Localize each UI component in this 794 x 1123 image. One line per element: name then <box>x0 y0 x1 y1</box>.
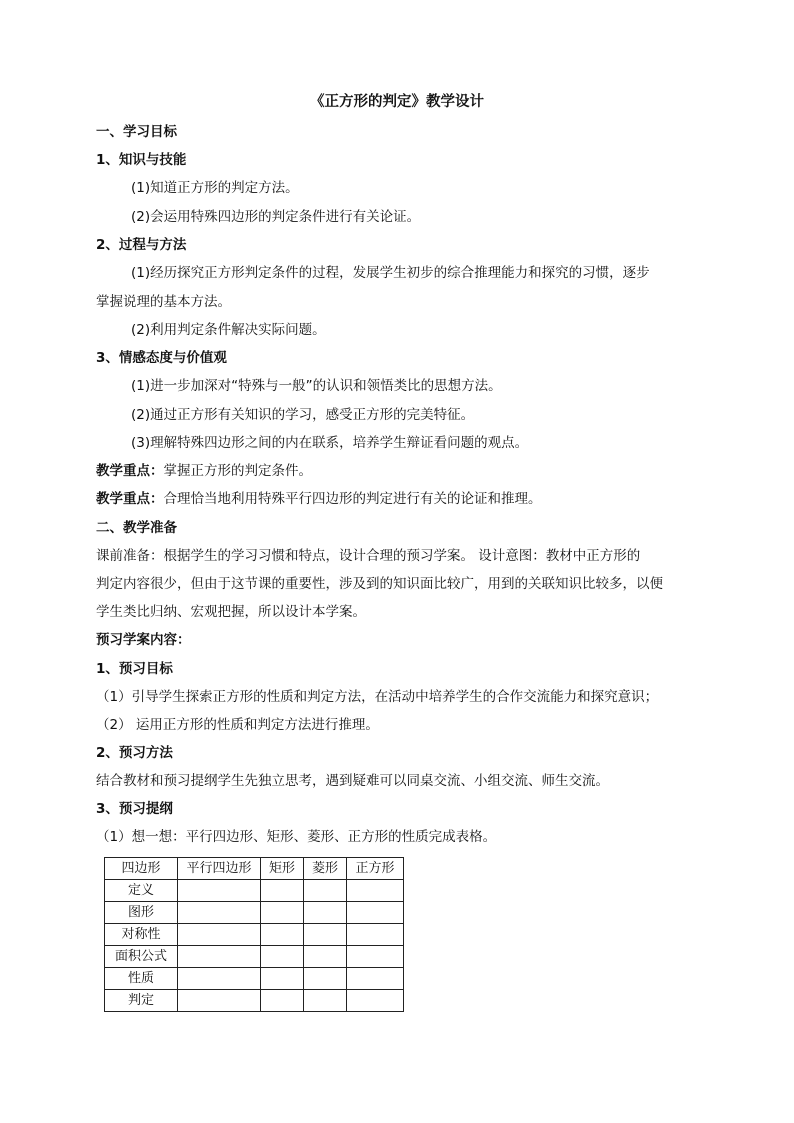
section-2-heading: 二、教学准备 <box>96 520 177 536</box>
table-cell[interactable] <box>261 924 304 946</box>
table-row-label: 判定 <box>105 990 178 1012</box>
table-cell[interactable] <box>304 990 347 1012</box>
section-1-heading: 一、学习目标 <box>96 124 177 140</box>
table-cell[interactable] <box>178 946 261 968</box>
process-method-heading: 2、过程与方法 <box>96 237 187 253</box>
preview-goal-2: （2） 运用正方形的性质和判定方法进行推理。 <box>96 717 379 733</box>
table-cell[interactable] <box>347 946 404 968</box>
preparation-line-2: 判定内容很少，但由于这节课的重要性，涉及到的知识面比较广，用到的关联知识比较多，以便 <box>96 576 663 592</box>
table-row <box>105 990 404 1012</box>
preview-goal-heading: 1、预习目标 <box>96 661 173 677</box>
table-cell[interactable] <box>261 880 304 902</box>
table-header-cell: 四边形 <box>105 858 178 880</box>
emotion-item-3: (3)理解特殊四边形之间的内在联系，培养学生辩证看问题的观点。 <box>131 435 529 451</box>
table-cell[interactable] <box>304 924 347 946</box>
teaching-key-point-2 <box>96 489 542 509</box>
table-cell[interactable] <box>304 968 347 990</box>
document-title: 《正方形的判定》教学设计 <box>310 94 484 110</box>
knowledge-item-2: (2)会运用特殊四边形的判定条件进行有关论证。 <box>131 209 421 225</box>
table-row-label: 定义 <box>105 880 178 902</box>
table-cell[interactable] <box>347 902 404 924</box>
table-row-label: 图形 <box>105 902 178 924</box>
preview-method-heading: 2、预习方法 <box>96 745 173 761</box>
table-cell[interactable] <box>178 902 261 924</box>
process-item-2: (2)利用判定条件解决实际问题。 <box>131 322 326 338</box>
teaching-key-point-1 <box>96 461 312 481</box>
table-row <box>105 902 404 924</box>
table-cell[interactable] <box>261 902 304 924</box>
table-cell[interactable] <box>347 990 404 1012</box>
table-row-label: 对称性 <box>105 924 178 946</box>
knowledge-skills-heading: 1、知识与技能 <box>96 152 187 168</box>
table-cell[interactable] <box>347 968 404 990</box>
table-cell[interactable] <box>178 990 261 1012</box>
preview-method-text: 结合教材和预习提纲学生先独立思考，遇到疑难可以同桌交流、小组交流、师生交流。 <box>96 773 609 789</box>
key-point-1-label: 教学重点： <box>96 463 164 479</box>
table-cell[interactable] <box>261 990 304 1012</box>
table-header-row <box>105 858 404 880</box>
knowledge-item-1: (1)知道正方形的判定方法。 <box>131 180 299 196</box>
preview-outline-item-1: （1）想一想：平行四边形、矩形、菱形、正方形的性质完成表格。 <box>96 829 497 845</box>
table-row <box>105 880 404 902</box>
table-cell[interactable] <box>347 924 404 946</box>
quadrilateral-properties-table <box>104 857 404 1012</box>
table-cell[interactable] <box>178 924 261 946</box>
table-cell[interactable] <box>304 902 347 924</box>
table-cell[interactable] <box>261 946 304 968</box>
table-cell[interactable] <box>178 968 261 990</box>
table-header-cell: 菱形 <box>304 858 347 880</box>
preparation-line-1: 课前准备：根据学生的学习习惯和特点，设计合理的预习学案。 设计意图：教材中正方形的 <box>96 548 641 564</box>
table-row <box>105 968 404 990</box>
table-header-cell: 正方形 <box>347 858 404 880</box>
table-row-label: 性质 <box>105 968 178 990</box>
table-row <box>105 946 404 968</box>
preview-content-heading: 预习学案内容： <box>96 632 191 648</box>
emotion-item-2: (2)通过正方形有关知识的学习，感受正方形的完美特征。 <box>131 407 475 423</box>
table-cell[interactable] <box>178 880 261 902</box>
table-cell[interactable] <box>304 946 347 968</box>
preview-goal-1: （1）引导学生探索正方形的性质和判定方法，在活动中培养学生的合作交流能力和探究意识； <box>96 689 659 705</box>
table-header-cell: 平行四边形 <box>178 858 261 880</box>
table-cell[interactable] <box>261 968 304 990</box>
process-item-1-line-2: 掌握说理的基本方法。 <box>96 294 231 310</box>
key-point-2-text: 合理恰当地利用特殊平行四边形的判定进行有关的论证和推理。 <box>163 491 542 507</box>
emotion-values-heading: 3、情感态度与价值观 <box>96 350 227 366</box>
table-row <box>105 924 404 946</box>
preparation-line-3: 学生类比归纳、宏观把握，所以设计本学案。 <box>96 604 366 620</box>
table-header-cell: 矩形 <box>261 858 304 880</box>
preview-outline-heading: 3、预习提纲 <box>96 801 173 817</box>
table-cell[interactable] <box>304 880 347 902</box>
emotion-item-1: (1)进一步加深对“特殊与一般”的认识和领悟类比的思想方法。 <box>131 378 502 394</box>
process-item-1-line-1: (1)经历探究正方形判定条件的过程，发展学生初步的综合推理能力和探究的习惯，逐步 <box>131 265 650 281</box>
key-point-1-text: 掌握正方形的判定条件。 <box>163 463 312 479</box>
table-cell[interactable] <box>347 880 404 902</box>
table-row-label: 面积公式 <box>105 946 178 968</box>
key-point-2-label: 教学重点： <box>96 491 164 507</box>
